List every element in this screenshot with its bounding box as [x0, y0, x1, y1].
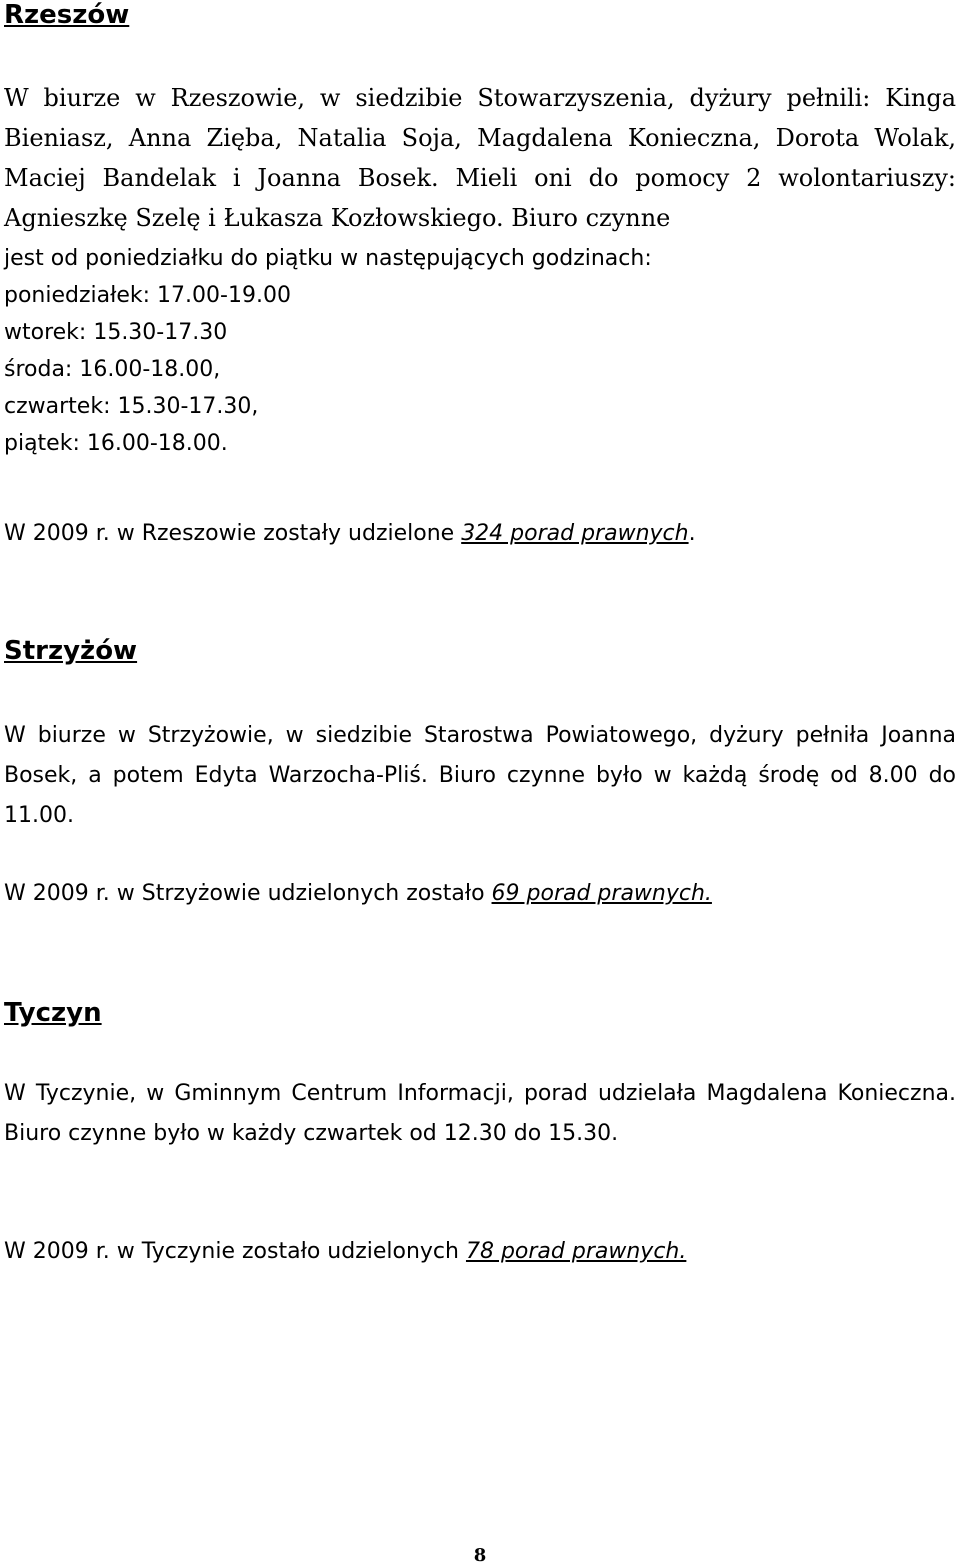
hours-friday: piątek: 16.00-18.00.: [4, 431, 228, 456]
tyczyn-paragraph: W Tyczynie, w Gminnym Centrum Informacji, porad udzielała Magdalena Konieczna. Biuro czynne było w każdy czwartek od 12.30 do 15.30.: [4, 1081, 956, 1146]
summary-period: .: [688, 521, 696, 546]
hours-tuesday: wtorek: 15.30-17.30: [4, 320, 228, 345]
rzeszow-paragraph: W biurze w Rzeszowie, w siedzibie Stowarzyszenia, dyżury pełnili: Kinga Bieniasz, Anna Zięba, Natalia Soja, Magdalena Konieczna, Dorota Wolak, Maciej Bandelak i Joanna Bosek. Mieli oni do pomocy 2 wolontariuszy: Agnieszkę Szelę i Łukasza Kozłowskiego. Biuro czynne: [4, 84, 956, 232]
hours-monday: poniedziałek: 17.00-19.00: [4, 283, 291, 308]
strzyzow-paragraph: W biurze w Strzyżowie, w siedzibie Starostwa Powiatowego, dyżury pełniła Joanna Bosek, a potem Edyta Warzocha-Pliś. Biuro czynne było w każdą środę od 8.00 do 11.00.: [4, 723, 956, 828]
rzeszow-advice-count-link[interactable]: 324 porad prawnych: [461, 521, 689, 546]
rzeszow-hours-block: [4, 240, 652, 462]
hours-wednesday: środa: 16.00-18.00,: [4, 357, 221, 382]
section-heading-strzyzow: Strzyżów: [4, 636, 138, 666]
summary-text: W 2009 r. w Rzeszowie zostały udzielone: [4, 521, 462, 546]
section-heading-tyczyn: Tyczyn: [4, 998, 102, 1028]
hours-thursday: czwartek: 15.30-17.30,: [4, 394, 259, 419]
summary-text: W 2009 r. w Tyczynie zostało udzielonych: [4, 1239, 466, 1264]
tyczyn-summary: [4, 1232, 686, 1272]
summary-text: W 2009 r. w Strzyżowie udzielonych zostało: [4, 881, 492, 906]
hours-intro: jest od poniedziałku do piątku w następujących godzinach:: [4, 246, 652, 271]
section-heading-rzeszow: Rzeszów: [4, 0, 130, 30]
page-number: 8: [473, 1545, 487, 1566]
strzyzow-advice-count-link[interactable]: 69 porad prawnych.: [491, 881, 712, 906]
tyczyn-advice-count-link[interactable]: 78 porad prawnych.: [465, 1239, 687, 1264]
rzeszow-summary: [4, 514, 696, 554]
strzyzow-summary: [4, 874, 712, 914]
